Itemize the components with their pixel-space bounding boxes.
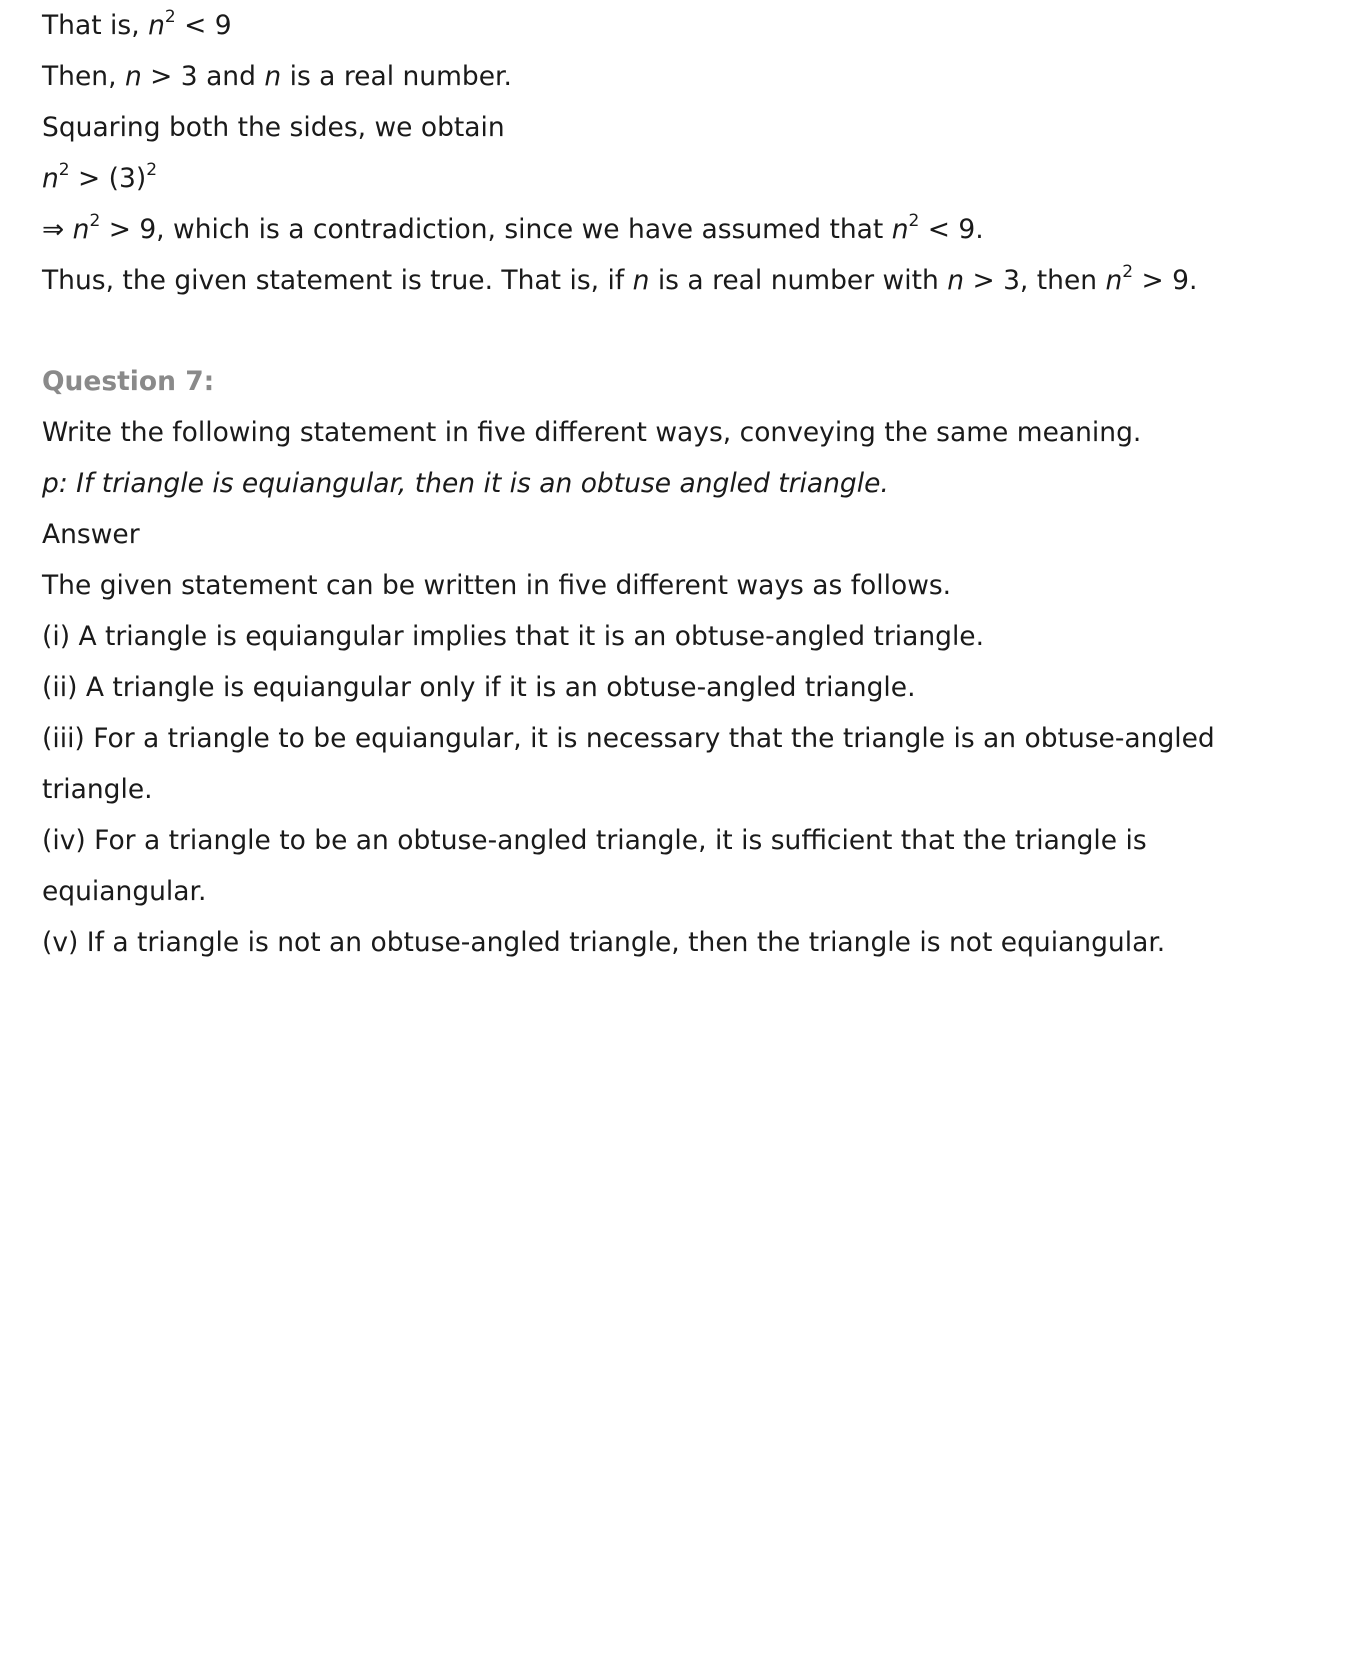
variable-n: n xyxy=(891,214,909,245)
variable-n: n xyxy=(72,214,90,245)
text: > 9, which is a contradiction, since we have assumed that xyxy=(100,214,892,245)
text: Then, xyxy=(42,61,125,92)
solution-line-5 xyxy=(42,204,1332,255)
exponent: 2 xyxy=(89,211,101,232)
variable-n: n xyxy=(947,265,965,296)
solution-line-1 xyxy=(42,0,1332,51)
solution-line-6 xyxy=(42,255,1332,306)
text: > 9. xyxy=(1133,265,1198,296)
answer-item: (ii) A triangle is equiangular only if it is an obtuse-angled triangle. xyxy=(42,672,916,703)
answer-item: (iii) For a triangle to be equiangular, it is necessary that the triangle is an obtuse-angled xyxy=(42,723,1215,754)
answer-item: (iv) For a triangle to be an obtuse-angled triangle, it is sufficient that the triangle is xyxy=(42,825,1147,856)
variable-n: n xyxy=(632,265,650,296)
exponent: 2 xyxy=(908,211,920,232)
exponent: 2 xyxy=(1122,262,1134,283)
text: > 3, then xyxy=(964,265,1106,296)
exponent: 2 xyxy=(164,7,176,28)
variable-n: n xyxy=(124,61,142,92)
question-prompt: Write the following statement in five different ways, conveying the same meaning. xyxy=(42,417,1142,448)
text: < 9 xyxy=(175,10,232,41)
solution-line-2 xyxy=(42,51,1332,102)
exponent: 2 xyxy=(146,160,158,181)
answer-item: (i) A triangle is equiangular implies that it is an obtuse-angled triangle. xyxy=(42,621,985,652)
text: Thus, the given statement is true. That is, if xyxy=(42,265,633,296)
variable-n: n xyxy=(1105,265,1123,296)
section-spacer xyxy=(42,306,1332,356)
question-statement: p: If triangle is equiangular, then it is an obtuse angled triangle. xyxy=(42,468,889,499)
exponent: 2 xyxy=(58,160,70,181)
document-page xyxy=(42,0,1332,968)
answer-intro: The given statement can be written in five different ways as follows. xyxy=(42,570,952,601)
answer-item-continuation: equiangular. xyxy=(42,876,207,907)
text: > 3 and xyxy=(141,61,265,92)
solution-line-3: Squaring both the sides, we obtain xyxy=(42,112,505,143)
answer-item: (v) If a triangle is not an obtuse-angled triangle, then the triangle is not equiangular. xyxy=(42,927,1166,958)
question-title: Question 7: xyxy=(42,366,215,397)
variable-n: n xyxy=(264,61,282,92)
text: > (3) xyxy=(69,163,147,194)
answer-item-continuation: triangle. xyxy=(42,774,153,805)
variable-n: n xyxy=(148,10,165,41)
text: is a real number with xyxy=(649,265,948,296)
implies-arrow: ⇒ xyxy=(42,214,73,245)
text: is a real number. xyxy=(281,61,512,92)
answer-label: Answer xyxy=(42,519,140,550)
text: That is, xyxy=(42,10,149,41)
text: < 9. xyxy=(919,214,984,245)
solution-line-4 xyxy=(42,153,1332,204)
variable-n: n xyxy=(42,163,59,194)
